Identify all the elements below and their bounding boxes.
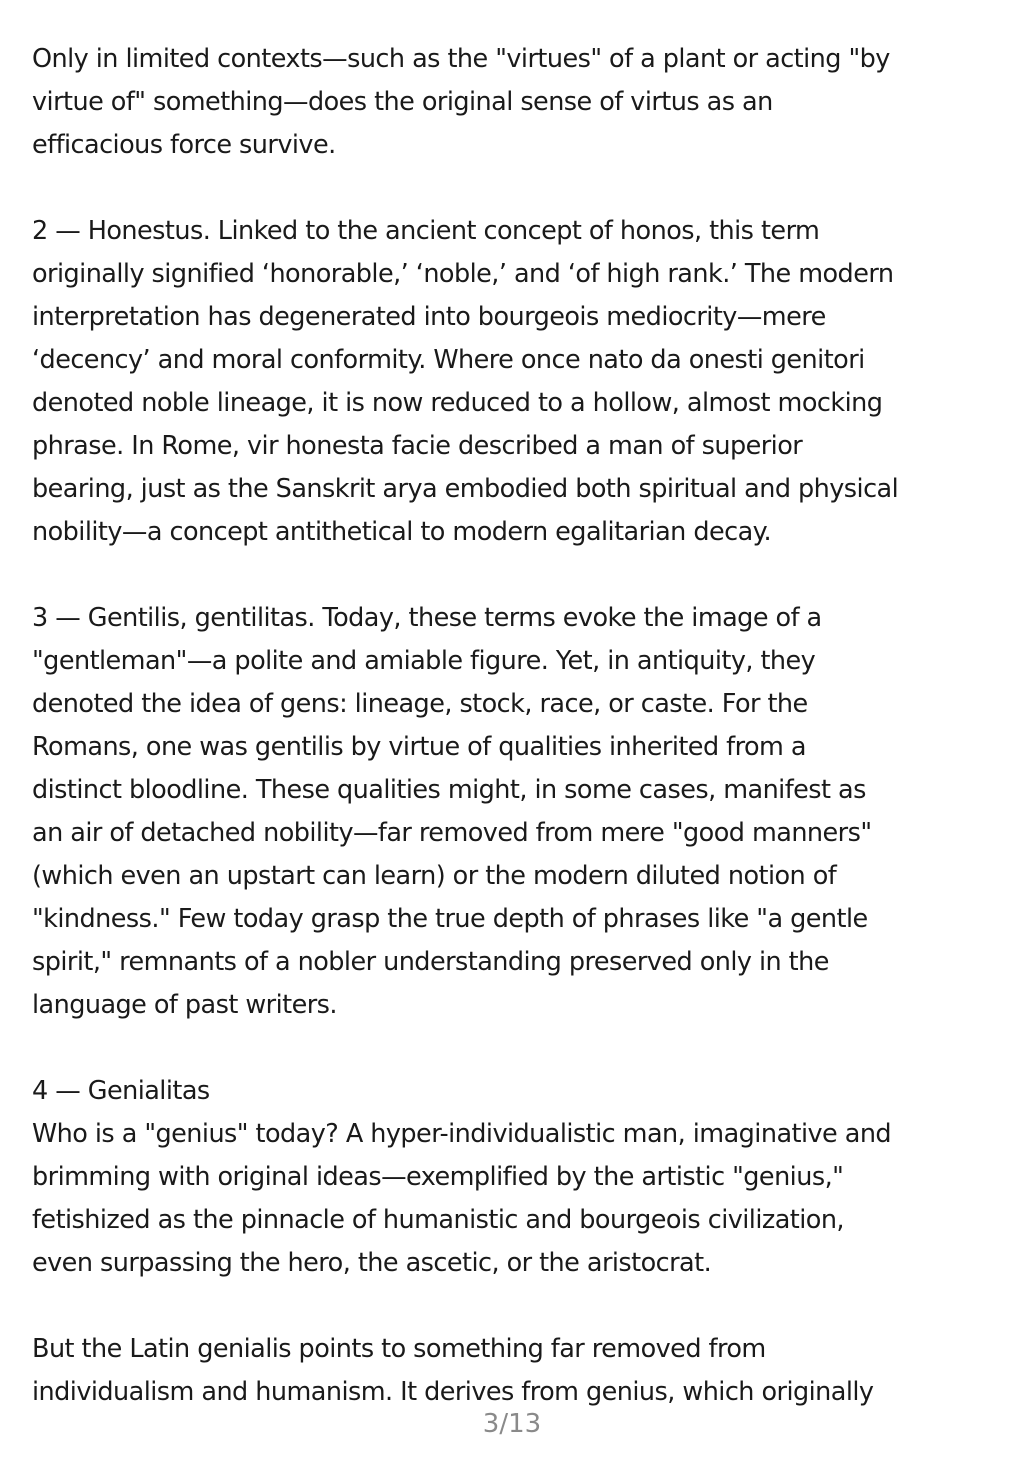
paragraph-honestus xyxy=(32,210,1000,554)
text-line: distinct bloodline. These qualities might, in some cases, manifest as xyxy=(32,775,866,805)
text-line: 3 — Gentilis, gentilitas. Today, these terms evoke the image of a xyxy=(32,603,822,633)
paragraph-genialis xyxy=(32,1328,1000,1414)
text-line: (which even an upstart can learn) or the modern diluted notion of xyxy=(32,861,837,891)
text-line: phrase. In Rome, vir honesta facie described a man of superior xyxy=(32,431,803,461)
paragraph-virtus-conclusion xyxy=(32,38,1000,167)
text-line: interpretation has degenerated into bourgeois mediocrity—mere xyxy=(32,302,826,332)
reader-page-content xyxy=(32,38,1000,1457)
text-line: brimming with original ideas—exemplified by the artistic "genius," xyxy=(32,1162,844,1192)
text-line: even surpassing the hero, the ascetic, or the aristocrat. xyxy=(32,1248,712,1278)
text-line: denoted the idea of gens: lineage, stock, race, or caste. For the xyxy=(32,689,808,719)
text-line: ‘decency’ and moral conformity. Where once nato da onesti genitori xyxy=(32,345,865,375)
text-line: nobility—a concept antithetical to modern egalitarian decay. xyxy=(32,517,772,547)
text-line: Romans, one was gentilis by virtue of qualities inherited from a xyxy=(32,732,806,762)
text-line: an air of detached nobility—far removed from mere "good manners" xyxy=(32,818,872,848)
text-line: bearing, just as the Sanskrit arya embodied both spiritual and physical xyxy=(32,474,899,504)
section-heading-line: 4 — Genialitas xyxy=(32,1076,210,1106)
text-line: But the Latin genialis points to something far removed from xyxy=(32,1334,766,1364)
text-line: denoted noble lineage, it is now reduced to a hollow, almost mocking xyxy=(32,388,883,418)
text-line: Only in limited contexts—such as the "virtues" of a plant or acting "by xyxy=(32,44,890,74)
text-line: originally signified ‘honorable,’ ‘noble,’ and ‘of high rank.’ The modern xyxy=(32,259,894,289)
page-indicator: 3/13 xyxy=(482,1409,542,1439)
paragraph-gentilis xyxy=(32,597,1000,1027)
text-line: spirit," remnants of a nobler understanding preserved only in the xyxy=(32,947,829,977)
text-line: 2 — Honestus. Linked to the ancient concept of honos, this term xyxy=(32,216,820,246)
text-line: language of past writers. xyxy=(32,990,337,1020)
text-line: efficacious force survive. xyxy=(32,130,336,160)
paragraph-genialitas xyxy=(32,1070,1000,1285)
text-line: Who is a "genius" today? A hyper-individualistic man, imaginative and xyxy=(32,1119,892,1149)
text-line: fetishized as the pinnacle of humanistic and bourgeois civilization, xyxy=(32,1205,844,1235)
text-line: virtue of" something—does the original sense of virtus as an xyxy=(32,87,773,117)
text-line: "gentleman"—a polite and amiable figure. Yet, in antiquity, they xyxy=(32,646,816,676)
text-line: "kindness." Few today grasp the true depth of phrases like "a gentle xyxy=(32,904,868,934)
text-line: individualism and humanism. It derives from genius, which originally xyxy=(32,1377,874,1407)
